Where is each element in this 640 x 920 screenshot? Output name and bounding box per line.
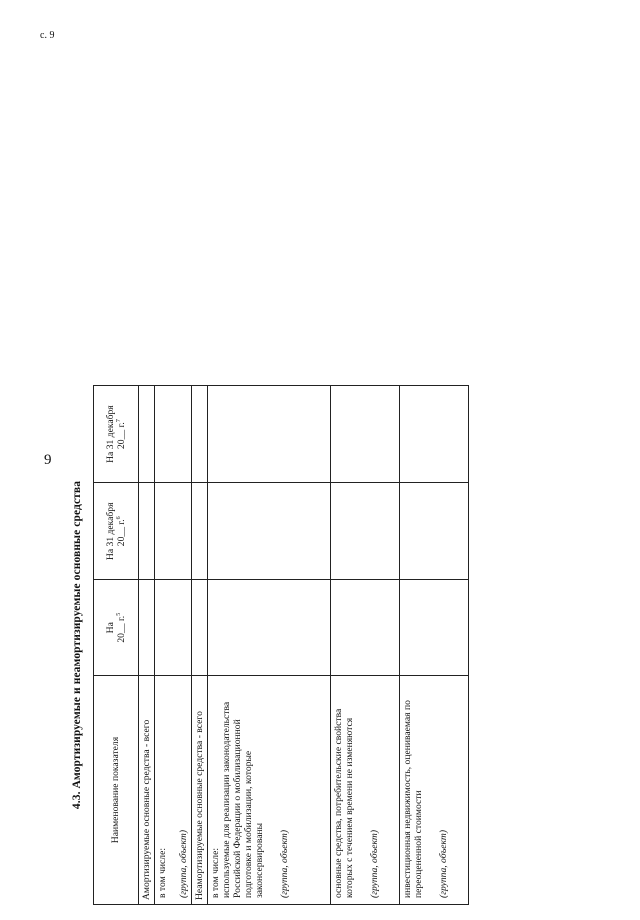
row-consumer-properties: основные средства, потребительские свойства которых с течением времени не изменяются (группа, объект) (331, 676, 400, 905)
page-number: 9 (44, 452, 52, 468)
row-investment-property: инвестиционная недвижимость, оцениваемая по переоцененной стоимости (группа, объект) (400, 676, 469, 905)
table-row (139, 386, 155, 905)
table-row (331, 386, 400, 905)
row-mobilization: в том числе: используемые для реализации законодательства Российской Федерации о мобилизационной подготовке и мобилизации, которые законсервированы (группа, объект) (208, 676, 331, 905)
fixed-assets-table (93, 385, 469, 905)
header-column-3: На 31 декабря 20__ г.$^7$ (94, 386, 139, 483)
header-column-1: На 20__ г.$^5$ (94, 580, 139, 676)
row-amortizable-total: Амортизируемые основные средства - всего (139, 676, 155, 905)
row-non-amortizable-total: Неамортизируемые основные средства - всего (192, 676, 208, 905)
table-row (192, 386, 208, 905)
table-header-row (94, 386, 139, 905)
row-amortizable-detail: в том числе: (группа, объект) (155, 676, 192, 905)
rotated-section (71, 385, 450, 905)
table-row (155, 386, 192, 905)
header-indicator-name: Наименование показателя (94, 676, 139, 905)
table-row (400, 386, 469, 905)
section-title: 4.3. Амортизируемые и неамортизируемые основные средства (71, 480, 83, 810)
header-column-2: На 31 декабря 20__ г.$^6$ (94, 483, 139, 580)
table-row (208, 386, 331, 905)
sheet-number: с. 9 (40, 30, 55, 41)
